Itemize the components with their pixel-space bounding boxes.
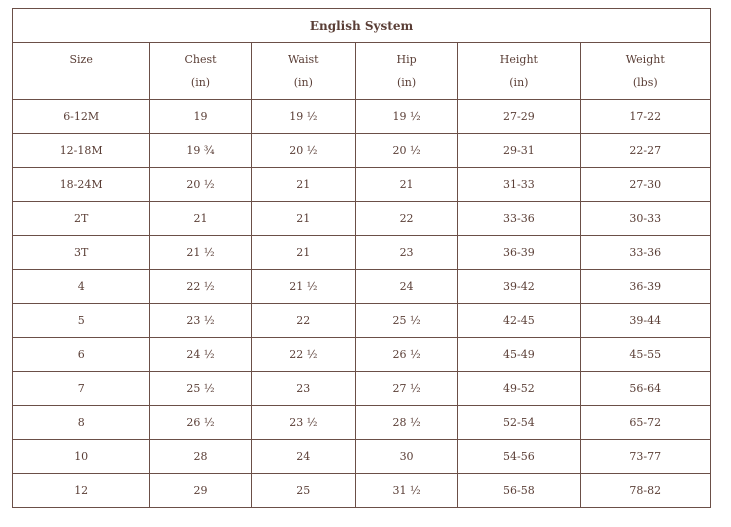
table-cell-weight: 27-30 [580, 168, 710, 202]
table-cell-size: 18-24M [13, 168, 150, 202]
table-cell-chest: 19 [150, 100, 251, 134]
table-cell-weight: 36-39 [580, 270, 710, 304]
table-cell-size: 2T [13, 202, 150, 236]
table-cell-size: 8 [13, 406, 150, 440]
table-cell-hip: 22 [355, 202, 457, 236]
column-header-unit: (in) [396, 76, 417, 89]
table-cell-size: 7 [13, 372, 150, 406]
table-cell-weight: 78-82 [580, 474, 710, 508]
column-header-unit: (lbs) [632, 76, 658, 89]
column-header-label: Hip [396, 53, 417, 66]
table-cell-height: 45-49 [458, 338, 580, 372]
column-header-label: Weight [625, 53, 665, 66]
table-cell-hip: 30 [355, 440, 457, 474]
table-cell-weight: 17-22 [580, 100, 710, 134]
table-row [13, 372, 711, 406]
size-chart-table [12, 8, 711, 508]
table-cell-size: 3T [13, 236, 150, 270]
table-cell-chest: 20 ½ [150, 168, 251, 202]
table-cell-weight: 45-55 [580, 338, 710, 372]
table-cell-hip: 24 [355, 270, 457, 304]
table-cell-chest: 19 ¾ [150, 134, 251, 168]
table-cell-height: 29-31 [458, 134, 580, 168]
table-title: English System [13, 9, 711, 43]
table-cell-hip: 26 ½ [355, 338, 457, 372]
header-row [13, 43, 711, 100]
column-header-unit: (in) [509, 76, 529, 89]
table-cell-size: 10 [13, 440, 150, 474]
column-header-label: Waist [288, 53, 319, 66]
table-cell-height: 56-58 [458, 474, 580, 508]
table-cell-size: 12-18M [13, 134, 150, 168]
column-header-weight [580, 43, 710, 100]
table-cell-waist: 23 ½ [251, 406, 355, 440]
table-cell-size: 4 [13, 270, 150, 304]
table-cell-hip: 28 ½ [355, 406, 457, 440]
table-cell-hip: 31 ½ [355, 474, 457, 508]
table-cell-weight: 30-33 [580, 202, 710, 236]
column-header-waist [251, 43, 355, 100]
table-row [13, 134, 711, 168]
table-row [13, 406, 711, 440]
table-row [13, 236, 711, 270]
table-cell-weight: 56-64 [580, 372, 710, 406]
table-body [13, 100, 711, 508]
table-cell-chest: 28 [150, 440, 251, 474]
table-cell-weight: 22-27 [580, 134, 710, 168]
table-cell-waist: 25 [251, 474, 355, 508]
table-cell-waist: 21 [251, 236, 355, 270]
table-row [13, 202, 711, 236]
table-cell-height: 33-36 [458, 202, 580, 236]
column-header-height [458, 43, 580, 100]
table-row [13, 100, 711, 134]
table-cell-waist: 24 [251, 440, 355, 474]
column-header-size [13, 43, 150, 100]
table-row [13, 270, 711, 304]
table-cell-size: 12 [13, 474, 150, 508]
table-row [13, 474, 711, 508]
table-row [13, 304, 711, 338]
size-chart [12, 8, 711, 508]
table-cell-height: 52-54 [458, 406, 580, 440]
table-cell-height: 49-52 [458, 372, 580, 406]
table-row [13, 338, 711, 372]
table-cell-hip: 21 [355, 168, 457, 202]
table-cell-chest: 22 ½ [150, 270, 251, 304]
table-cell-weight: 65-72 [580, 406, 710, 440]
table-cell-height: 36-39 [458, 236, 580, 270]
table-cell-chest: 21 [150, 202, 251, 236]
table-cell-size: 6 [13, 338, 150, 372]
table-cell-chest: 25 ½ [150, 372, 251, 406]
table-cell-chest: 26 ½ [150, 406, 251, 440]
table-cell-hip: 25 ½ [355, 304, 457, 338]
table-cell-waist: 21 [251, 168, 355, 202]
column-header-label: Chest [184, 53, 217, 66]
table-cell-waist: 20 ½ [251, 134, 355, 168]
table-cell-waist: 21 ½ [251, 270, 355, 304]
table-cell-height: 42-45 [458, 304, 580, 338]
table-cell-hip: 20 ½ [355, 134, 457, 168]
table-cell-hip: 23 [355, 236, 457, 270]
column-header-chest [150, 43, 251, 100]
table-cell-size: 5 [13, 304, 150, 338]
table-cell-waist: 22 ½ [251, 338, 355, 372]
table-cell-hip: 27 ½ [355, 372, 457, 406]
table-cell-weight: 39-44 [580, 304, 710, 338]
column-header-unit: (in) [190, 76, 211, 89]
table-cell-height: 31-33 [458, 168, 580, 202]
column-header-hip [355, 43, 457, 100]
table-cell-height: 27-29 [458, 100, 580, 134]
table-row [13, 168, 711, 202]
table-cell-waist: 22 [251, 304, 355, 338]
table-cell-chest: 21 ½ [150, 236, 251, 270]
table-cell-height: 54-56 [458, 440, 580, 474]
table-cell-chest: 24 ½ [150, 338, 251, 372]
table-cell-waist: 19 ½ [251, 100, 355, 134]
table-cell-waist: 21 [251, 202, 355, 236]
table-cell-weight: 73-77 [580, 440, 710, 474]
table-cell-size: 6-12M [13, 100, 150, 134]
column-header-label: Size [69, 53, 93, 66]
table-cell-height: 39-42 [458, 270, 580, 304]
table-row [13, 440, 711, 474]
table-cell-chest: 29 [150, 474, 251, 508]
column-header-unit: (in) [293, 76, 313, 89]
table-cell-weight: 33-36 [580, 236, 710, 270]
table-cell-chest: 23 ½ [150, 304, 251, 338]
column-header-label: Height [499, 53, 538, 66]
table-cell-hip: 19 ½ [355, 100, 457, 134]
table-cell-waist: 23 [251, 372, 355, 406]
